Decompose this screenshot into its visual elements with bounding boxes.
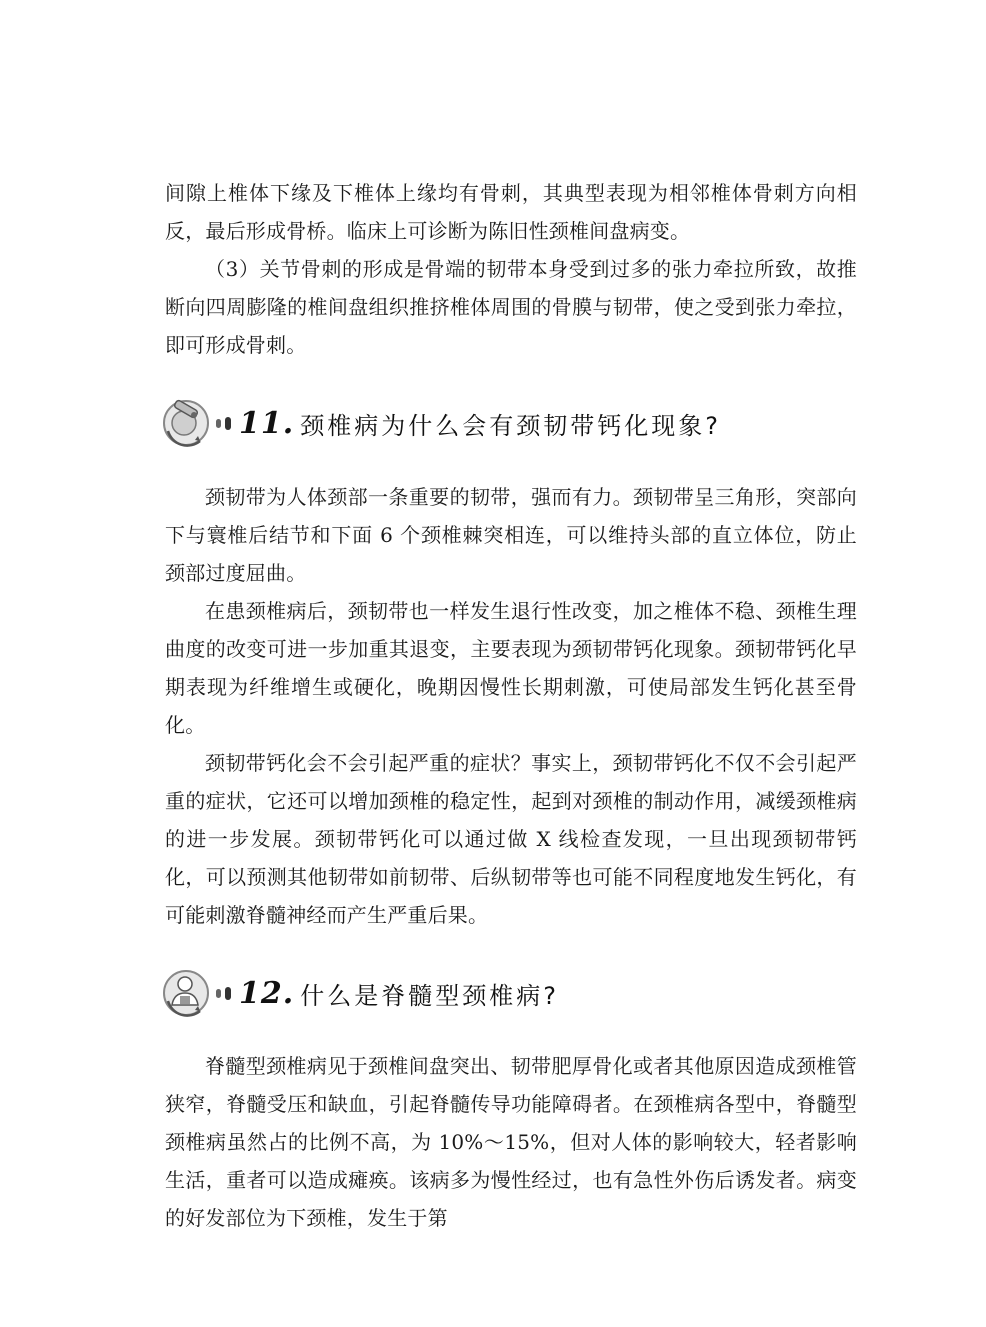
paragraph: （3）关节骨刺的形成是骨端的韧带本身受到过多的张力牵拉所致，故推断向四周膨隆的椎间盘组织推挤椎体周围的骨膜与韧带，使之受到张力牵拉，即可形成骨刺。 [165, 257, 857, 357]
heading-dots [216, 987, 231, 1000]
paragraph: 颈韧带钙化会不会引起严重的症状？事实上，颈韧带钙化不仅不会引起严重的症状，它还可以增加颈椎的稳定性，起到对颈椎的制动作用，减缓颈椎病的进一步发展。颈韧带钙化可以通过做 X 线检查发现，一旦出现颈韧带钙化，可以预测其他韧带如前韧带、后纵韧带等也可能不同程度地发生钙化，有可能刺激脊髓神经而产生严重后果。 [165, 751, 857, 927]
stethoscope-emblem-icon [160, 397, 212, 449]
paragraph: 脊髓型颈椎病见于颈椎间盘突出、韧带肥厚骨化或者其他原因造成颈椎管狭窄，脊髓受压和缺血，引起脊髓传导功能障碍者。在颈椎病各型中，脊髓型颈椎病虽然占的比例不高，为 10%～15%，但对人体的影响较大，轻者影响生活，重者可以造成瘫痪。该病多为慢性经过，也有急性外伤后诱发者。病变的好发部位为下颈椎，发生于第 [165, 1054, 857, 1230]
section-heading-12 [160, 963, 880, 1023]
section-number: 11. [239, 405, 295, 441]
paragraph: 在患颈椎病后，颈韧带也一样发生退行性改变，加之椎体不稳、颈椎生理曲度的改变可进一步加重其退变，主要表现为颈韧带钙化现象。颈韧带钙化早期表现为纤维增生或硬化，晚期因慢性长期刺激，可使局部发生钙化甚至骨化。 [165, 599, 857, 737]
doctor-emblem-icon [160, 967, 212, 1019]
paragraph: 颈韧带为人体颈部一条重要的韧带，强而有力。颈韧带呈三角形，突部向下与寰椎后结节和下面 6 个颈椎棘突相连，可以维持头部的直立体位，防止颈部过度屈曲。 [165, 485, 857, 585]
section-title: 颈椎病为什么会有颈韧带钙化现象? [300, 411, 721, 440]
section-number: 12. [239, 975, 295, 1011]
section-heading-11 [160, 393, 880, 453]
paragraph: 间隙上椎体下缘及下椎体上缘均有骨刺，其典型表现为相邻椎体骨刺方向相反，最后形成骨桥。临床上可诊断为陈旧性颈椎间盘病变。 [165, 181, 857, 243]
section-title: 什么是脊髓型颈椎病? [300, 981, 559, 1010]
heading-dots [216, 417, 231, 430]
